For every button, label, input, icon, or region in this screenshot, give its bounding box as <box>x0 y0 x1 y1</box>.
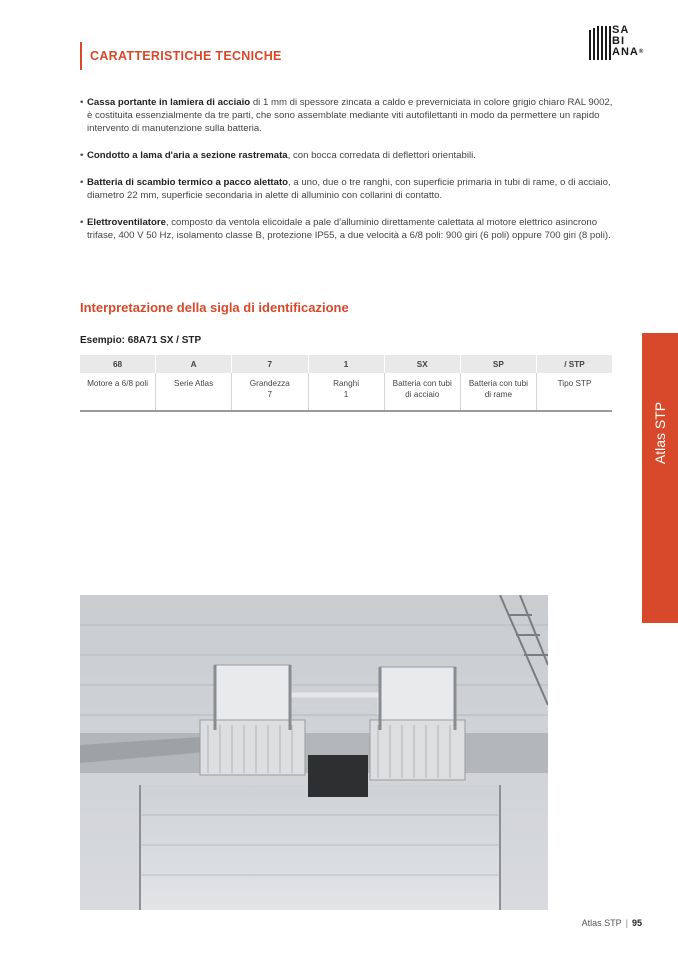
section-accent-bar <box>80 42 82 70</box>
feature-text: , a uno, due o tre ranghi, con superficie primaria in tubi di rame, o di acciaio, diametro 22 mm, superficie secondaria in alette di alluminio con collarini di contatto. <box>87 177 611 201</box>
table-cell: Batteria con tubi di rame <box>460 373 536 411</box>
side-tab-label-wrap <box>642 333 678 623</box>
feature-text: , composto da ventola elicoidale a pale d'alluminio direttamente calettata al motore elettrico asincrono trifase, 400 V 50 Hz, isolamento classe B, protezione IP55, a due velocità a 6/8 poli: 900 giri (6 poli) oppure 700 giri (8 poli). <box>87 217 611 241</box>
feature-list <box>80 96 620 256</box>
feature-bold: Condotto a lama d'aria a sezione rastremata <box>87 150 288 161</box>
table-header-cell: A <box>156 355 232 373</box>
table-cell: Batteria con tubi di acciaio <box>384 373 460 411</box>
table-header-cell: / STP <box>536 355 612 373</box>
product-photo <box>80 595 548 910</box>
logo-line-1: SA <box>612 24 630 36</box>
sabiana-logo <box>589 26 647 64</box>
table-cell: Motore a 6/8 poli <box>80 373 156 411</box>
table-cell: Serie Atlas <box>156 373 232 411</box>
feature-bold: Batteria di scambio termico a pacco alettato <box>87 177 289 188</box>
feature-item: • Elettroventilatore, composto da ventola elicoidale a pale d'alluminio direttamente calettata al motore elettrico asincrono trifase, 400 V 50 Hz, isolamento classe B, protezione IP55, a due velocità a 6/8 poli: 900 giri (6 poli) oppure 700 giri (8 poli). <box>80 217 611 241</box>
page-footer <box>582 918 642 928</box>
logo-line-2: BI <box>612 35 625 47</box>
logo-line-3: ANA® <box>612 46 645 58</box>
table-cell: Grandezza 7 <box>232 373 308 411</box>
logo-wordmark <box>612 25 648 58</box>
table-header-cell: SP <box>460 355 536 373</box>
table-header-row <box>80 355 612 373</box>
table-cell: Ranghi 1 <box>308 373 384 411</box>
feature-item: • Cassa portante in lamiera di acciaio di 1 mm di spessore zincata a caldo e preverniciata in colore grigio chiaro RAL 9002, è costituita essenzialmente da tre parti, che sono assemblate mediante viti autofilettanti in modo da permettere un rapido intervento di manutenzione sulla batteria. <box>80 97 613 134</box>
feature-item: • Condotto a lama d'aria a sezione rastremata, con bocca corredata di deflettori orientabili. <box>80 150 476 161</box>
table-row <box>80 373 612 411</box>
feature-text: , con bocca corredata di deflettori orientabili. <box>287 150 476 161</box>
logo-stripes-icon <box>589 26 611 60</box>
table-header-cell: SX <box>384 355 460 373</box>
interpretation-title: Interpretazione della sigla di identificazione <box>80 300 349 315</box>
feature-bold: Cassa portante in lamiera di acciaio <box>87 97 251 108</box>
page-number: 95 <box>631 918 642 928</box>
table-header-cell: 7 <box>232 355 308 373</box>
code-table <box>80 355 612 412</box>
feature-text: di 1 mm di spessore zincata a caldo e preverniciata in colore grigio chiaro RAL 9002, è costituita essenzialmente da tre parti, che sono assemblate mediante viti autofilettanti in modo da permettere un rapido intervento di manutenzione sulla batteria. <box>87 97 613 134</box>
table-header-cell: 1 <box>308 355 384 373</box>
table-header-cell: 68 <box>80 355 156 373</box>
feature-bold: Elettroventilatore <box>87 217 166 228</box>
footer-separator: | <box>625 918 628 928</box>
footer-product: Atlas STP <box>581 918 622 928</box>
section-title: CARATTERISTICHE TECNICHE <box>90 49 282 63</box>
table-cell: Tipo STP <box>557 379 592 388</box>
feature-item: • Batteria di scambio termico a pacco alettato, a uno, due o tre ranghi, con superficie primaria in tubi di rame, o di acciaio, diametro 22 mm, superficie secondaria in alette di alluminio con collarini di contatto. <box>80 177 611 201</box>
example-code: Esempio: 68A71 SX / STP <box>80 335 202 346</box>
side-tab-label: Atlas STP <box>652 401 668 465</box>
